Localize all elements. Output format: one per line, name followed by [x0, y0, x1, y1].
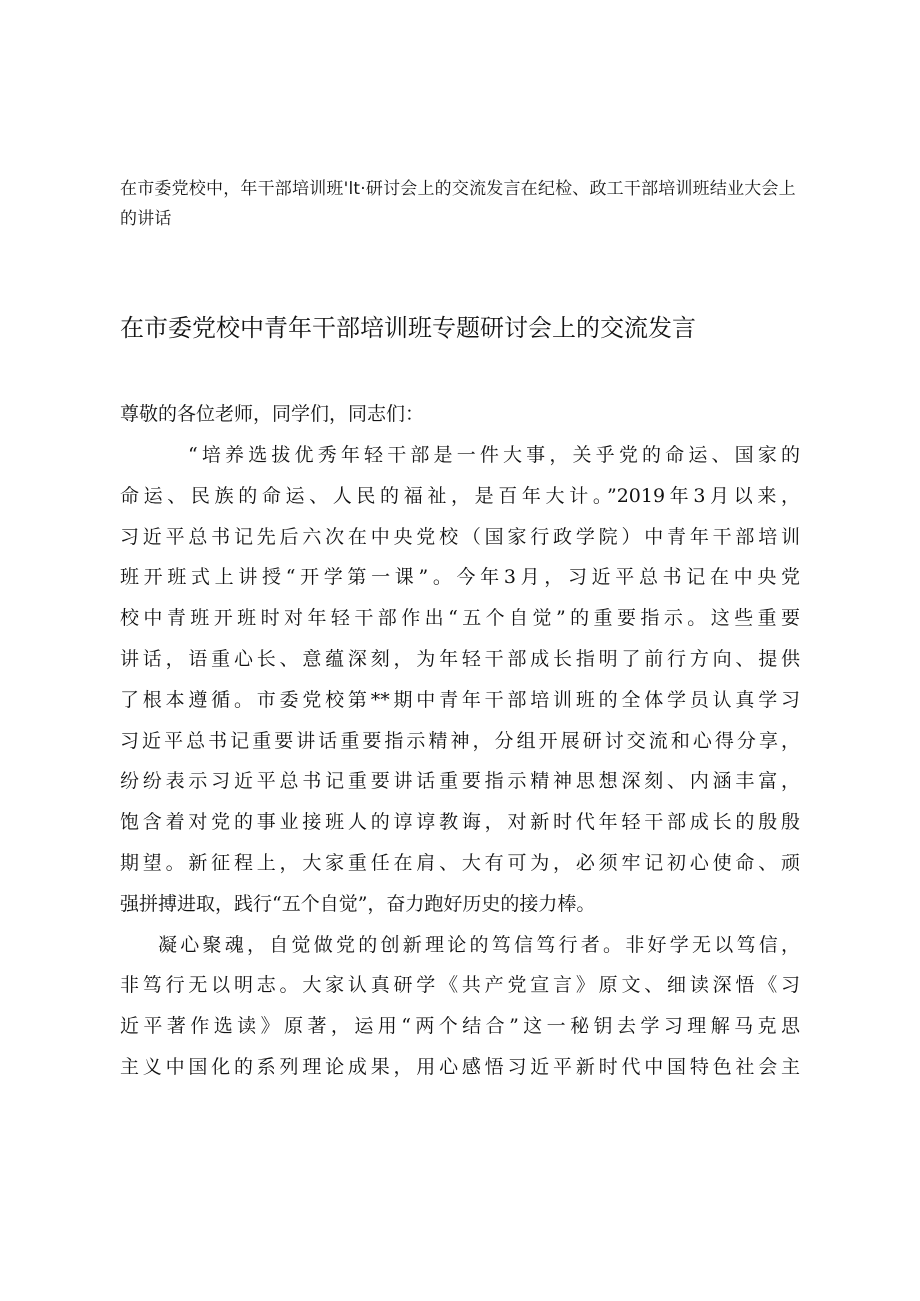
paragraph-1	[120, 435, 800, 925]
paragraph-line: 饱含着对党的事业接班人的谆谆教诲，对新时代年轻干部成长的殷殷	[120, 811, 800, 834]
paragraph-line: 纷纷表示习近平总书记重要讲话重要指示精神思想深刻、内涵丰富，	[120, 770, 800, 793]
paragraph-line: 习近平总书记重要讲话重要指示精神，分组开展研讨交流和心得分享，	[120, 729, 800, 752]
document-header-text: 在市委党校中，年干部培训班'lt·研讨会上的交流发言在纪检、政工干部培训班结业大会上的讲话	[120, 179, 796, 229]
paragraph-line: 期望。新征程上，大家重任在肩、大有可为，必须牢记初心使命、顽	[120, 851, 800, 874]
salutation: 尊敬的各位老师，同学们，同志们：	[120, 403, 425, 425]
paragraph-line: 凝心聚魂，自觉做党的创新理论的笃信笃行者。非好学无以笃信，	[158, 933, 800, 956]
document-body	[120, 435, 800, 1088]
paragraph-2	[120, 925, 800, 1088]
paragraph-line: 非笃行无以明志。大家认真研学《共产党宣言》原文、细读深悟《习	[120, 974, 800, 997]
paragraph-line: 班开班式上讲授“开学第一课”。今年3月，习近平总书记在中央党	[120, 566, 800, 589]
paragraph-line: 讲话，语重心长、意蕴深刻，为年轻干部成长指明了前行方向、提供	[120, 647, 800, 670]
paragraph-line: “培养选拔优秀年轻干部是一件大事，关乎党的命运、国家的	[188, 444, 800, 466]
document-title: 在市委党校中青年干部培训班专题研讨会上的交流发言	[120, 314, 696, 342]
paragraph-line: 校中青班开班时对年轻干部作出“五个自觉”的重要指示。这些重要	[120, 607, 800, 630]
paragraph-line: 命运、民族的命运、人民的福祉，是百年大计。”2019年3月以来，	[120, 484, 800, 507]
paragraph-line: 了根本遵循。市委党校第**期中青年干部培训班的全体学员认真学习	[120, 688, 800, 711]
paragraph-line: 习近平总书记先后六次在中央党校（国家行政学院）中青年干部培训	[120, 525, 800, 548]
paragraph-line: 近平著作选读》原著，运用“两个结合”这一秘钥去学习理解马克思	[120, 1015, 800, 1038]
paragraph-line: 主义中国化的系列理论成果，用心感悟习近平新时代中国特色社会主	[120, 1055, 800, 1078]
paragraph-line: 强拼搏进取，践行“五个自觉”，奋力跑好历史的接力棒。	[120, 892, 596, 915]
